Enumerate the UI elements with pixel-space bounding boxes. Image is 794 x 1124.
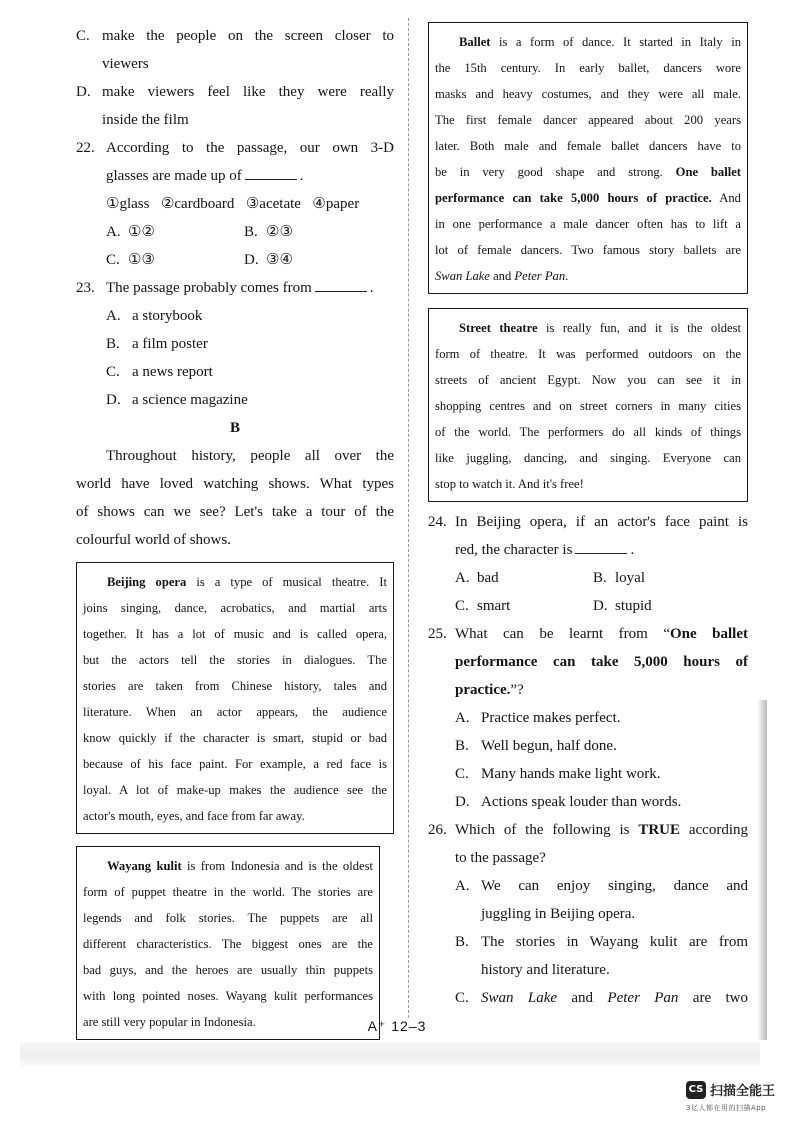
stem-text: glasses are made up of <box>106 168 242 184</box>
box-line: with long pointed noses. Wayang kulit performances <box>83 989 373 1003</box>
box-bold-text: One ballet <box>675 165 741 179</box>
section-title: B <box>229 420 240 436</box>
option-text-cont: viewers <box>102 56 149 72</box>
option-label: D. <box>76 84 91 100</box>
scanner-tagline: 3亿人都在用的扫描App <box>686 1104 767 1112</box>
question-25 <box>428 620 748 816</box>
option-label: B. <box>455 738 469 754</box>
q24-options-row2 <box>455 592 748 620</box>
question-number: 26. <box>428 822 447 838</box>
option-text-cont: inside the film <box>102 112 189 128</box>
option-text: stupid <box>615 598 652 614</box>
option-b[interactable] <box>593 564 731 592</box>
option-text: ②③ <box>266 224 293 240</box>
question-23 <box>76 274 394 302</box>
question-number: 25. <box>428 626 447 642</box>
option-label: B. <box>593 570 607 586</box>
page-code: A⁺ 12–3 <box>367 1018 427 1034</box>
materials-list: ①glass ②cardboard ③acetate ④paper <box>106 196 360 212</box>
scan-edge-shadow <box>757 700 767 1040</box>
box-text: is from Indonesia and is the oldest <box>181 859 373 873</box>
box-line: different characteristics. The biggest ones are the <box>83 937 373 951</box>
option-text: ①③ <box>128 252 155 268</box>
box-line: The first female dancer appeared about 200 years <box>435 113 741 127</box>
question-number: 23. <box>76 280 95 296</box>
option-text: loyal <box>615 570 645 586</box>
box-line <box>435 263 741 289</box>
option-text: Actions speak louder than words. <box>481 794 682 810</box>
box-line: bad guys, and the heroes are usually thin puppets <box>83 963 373 977</box>
stem-punct: . <box>299 168 304 184</box>
question-stem-line2: to the passage? <box>455 850 546 866</box>
option-d[interactable] <box>244 246 382 274</box>
question-stem-line2: performance can take 5,000 hours of <box>455 654 748 670</box>
option-text-part: are two <box>678 990 748 1006</box>
question-stem-row <box>428 508 748 536</box>
question-stem-line2 <box>106 162 394 190</box>
option-text <box>481 984 748 1012</box>
option-b[interactable] <box>244 218 382 246</box>
stem-text: The passage probably comes from <box>106 280 312 296</box>
box-text: is a type of musical theatre. It <box>186 575 387 589</box>
box-text: and <box>489 269 515 283</box>
question-22 <box>76 134 394 162</box>
option-text: make viewers feel like they were really <box>102 84 394 100</box>
box-line: like juggling, dancing, and singing. Everyone can <box>435 451 741 465</box>
question-stem-row <box>428 816 748 844</box>
q22-options-row1 <box>106 218 394 246</box>
stem-text: according <box>680 822 749 838</box>
box-line <box>435 315 741 341</box>
question-stem-line3 <box>455 676 748 704</box>
stem-text: ”? <box>510 682 524 698</box>
option-label: C. <box>106 252 120 268</box>
option-label: B. <box>455 934 469 950</box>
question-26 <box>428 816 748 1012</box>
q21-option-d <box>76 78 394 106</box>
option-text: ③④ <box>266 252 293 268</box>
question-stem <box>455 620 748 648</box>
box-line: the 15th century. In early ballet, dancers wore <box>435 61 741 75</box>
option-label: D. <box>455 794 470 810</box>
option-text: Well begun, half done. <box>481 738 617 754</box>
box-line: lot of female dancers. Two famous story ballets are <box>435 243 741 257</box>
box-text: is a form of dance. It started in Italy in <box>490 35 741 49</box>
intro-line: colourful world of shows. <box>76 532 231 548</box>
option-label: C. <box>455 598 469 614</box>
option-text: smart <box>477 598 511 614</box>
option-label: A. <box>455 878 470 894</box>
scanner-logo-icon: CS <box>686 1081 706 1099</box>
option-label: D. <box>244 252 259 268</box>
box-line: streets of ancient Egypt. Now you can see it in <box>435 373 741 387</box>
q24-options-row1 <box>455 564 748 592</box>
question-number: 22. <box>76 140 95 156</box>
stem-text: red, the character is <box>455 542 573 558</box>
q26-option-a[interactable] <box>455 872 748 900</box>
box-line: loyal. A lot of make-up makes the audience see the <box>83 783 387 797</box>
option-a[interactable] <box>455 564 593 592</box>
left-column <box>76 22 394 1040</box>
q25-option-b[interactable] <box>455 732 748 760</box>
box-line: actor's mouth, eyes, and face from far away. <box>83 809 305 823</box>
question-24 <box>428 508 748 620</box>
box-line: shopping centres and on street corners in many cities <box>435 399 741 413</box>
option-a[interactable] <box>106 218 244 246</box>
option-text-cont: juggling in Beijing opera. <box>481 906 636 922</box>
box-line: of the world. The performers do all kinds of things <box>435 425 741 439</box>
box-line: know quickly if the character is smart, stupid or bad <box>83 731 387 745</box>
q23-option-a[interactable] <box>106 302 394 330</box>
option-label: B. <box>244 224 258 240</box>
option-label: A. <box>455 710 470 726</box>
option-text: a science magazine <box>132 392 248 408</box>
option-text: We can enjoy singing, dance and <box>481 878 748 894</box>
stem-bold: TRUE <box>638 822 681 838</box>
q21-option-c <box>76 22 394 50</box>
intro-line: world have loved watching shows. What types <box>76 476 394 492</box>
scanner-watermark <box>686 1080 775 1099</box>
question-stem <box>106 274 394 302</box>
stem-text: What can be learnt from “ <box>455 626 670 642</box>
stem-punct: . <box>369 280 374 296</box>
option-label: B. <box>106 336 120 352</box>
answer-blank[interactable] <box>245 165 297 180</box>
ballet-title: Swan Lake <box>481 990 558 1006</box>
option-text: bad <box>477 570 499 586</box>
beijing-opera-box <box>76 562 394 834</box>
box-line: form of puppet theatre in the world. The stories are <box>83 885 373 899</box>
stem-bold: practice. <box>455 682 511 698</box>
box-bold-text: performance can take 5,000 hours of practice. <box>435 191 712 205</box>
question-stem: In Beijing opera, if an actor's face paint is <box>455 514 748 530</box>
box-line: legends and folk stories. The puppets are all <box>83 911 373 925</box>
box-line: in one performance a male dancer often has to lift a <box>435 217 741 231</box>
box-line: later. Both male and female ballet dancers have to <box>435 139 741 153</box>
wayang-kulit-box <box>76 846 380 1040</box>
box-line: joins singing, dance, acrobatics, and martial arts <box>83 601 387 615</box>
box-heading: Ballet <box>459 35 491 49</box>
street-theatre-box <box>428 308 748 502</box>
answer-blank[interactable] <box>315 277 367 292</box>
ballet-title: Swan Lake <box>435 269 490 283</box>
stem-punct: . <box>630 542 635 558</box>
box-line: are still very popular in Indonesia. <box>83 1015 256 1029</box>
box-line <box>83 569 387 595</box>
stem-bold: One ballet <box>669 626 748 642</box>
ballet-box <box>428 22 748 294</box>
question-stem <box>455 816 748 844</box>
option-text: ①② <box>128 224 155 240</box>
scanner-app-name: 扫描全能王 <box>710 1084 776 1099</box>
box-text: be in very good shape and strong. <box>435 165 676 179</box>
option-label: A. <box>455 570 470 586</box>
question-stem-row <box>428 620 748 648</box>
right-column <box>428 22 748 1012</box>
ballet-title: Peter Pan <box>514 269 566 283</box>
box-line: literature. When an actor appears, the audience <box>83 705 387 719</box>
answer-blank[interactable] <box>575 539 627 554</box>
q25-option-c[interactable] <box>455 760 748 788</box>
box-heading: Street theatre <box>459 321 538 335</box>
question-stem: According to the passage, our own 3-D <box>106 140 394 156</box>
box-line <box>435 159 741 185</box>
option-label: D. <box>593 598 608 614</box>
option-label: C. <box>455 990 469 1006</box>
question-stem-line2 <box>455 536 748 564</box>
option-text: a storybook <box>132 308 203 324</box>
question-number: 24. <box>428 514 447 530</box>
box-text: . <box>565 269 569 283</box>
q23-option-c[interactable] <box>106 358 394 386</box>
option-c[interactable] <box>455 592 593 620</box>
option-d[interactable] <box>593 592 731 620</box>
option-label: A. <box>106 308 121 324</box>
box-line: stop to watch it. And it's free! <box>435 477 584 491</box>
box-line: but the actors tell the stories in dialogues. The <box>83 653 387 667</box>
column-divider <box>408 18 409 1018</box>
ballet-title: Peter Pan <box>607 990 679 1006</box>
option-text: Many hands make light work. <box>481 766 661 782</box>
option-label: C. <box>455 766 469 782</box>
option-text: The stories in Wayang kulit are from <box>481 934 748 950</box>
option-text-part: and <box>557 990 608 1006</box>
box-line <box>435 185 741 211</box>
option-label: D. <box>106 392 121 408</box>
box-line <box>435 29 741 55</box>
box-line <box>83 853 373 879</box>
option-text: Practice makes perfect. <box>481 710 621 726</box>
box-heading: Wayang kulit <box>107 859 182 873</box>
box-heading: Beijing opera <box>107 575 187 589</box>
box-text: And <box>711 191 741 205</box>
box-line: because of his face paint. For example, a red face is <box>83 757 387 771</box>
option-label: A. <box>106 224 121 240</box>
q26-option-c[interactable] <box>455 984 748 1012</box>
q22-options-row2 <box>106 246 394 274</box>
q26-option-b[interactable] <box>455 928 748 956</box>
intro-line: Throughout history, people all over the <box>106 448 394 464</box>
option-text: a film poster <box>132 336 208 352</box>
q23-option-d[interactable] <box>106 386 394 414</box>
option-label: C. <box>76 28 90 44</box>
box-line: stories are taken from Chinese history, tales and <box>83 679 387 693</box>
box-line: form of theatre. It was performed outdoors on the <box>435 347 741 361</box>
box-text: is really fun, and it is the oldest <box>537 321 742 335</box>
q23-option-b[interactable] <box>106 330 394 358</box>
option-c[interactable] <box>106 246 244 274</box>
option-text: a news report <box>132 364 213 380</box>
stem-text: Which of the following is <box>455 822 639 838</box>
option-text-cont: history and literature. <box>481 962 610 978</box>
page-footer <box>0 1018 794 1035</box>
scan-artifact-band <box>20 1042 760 1066</box>
box-line: together. It has a lot of music and is called opera, <box>83 627 387 641</box>
option-label: C. <box>106 364 120 380</box>
box-line: masks and heavy costumes, and they were all male. <box>435 87 741 101</box>
q25-option-d[interactable] <box>455 788 748 816</box>
intro-line: of shows can we see? Let's take a tour of the <box>76 504 394 520</box>
option-text: make the people on the screen closer to <box>102 28 394 44</box>
q25-option-a[interactable] <box>455 704 748 732</box>
